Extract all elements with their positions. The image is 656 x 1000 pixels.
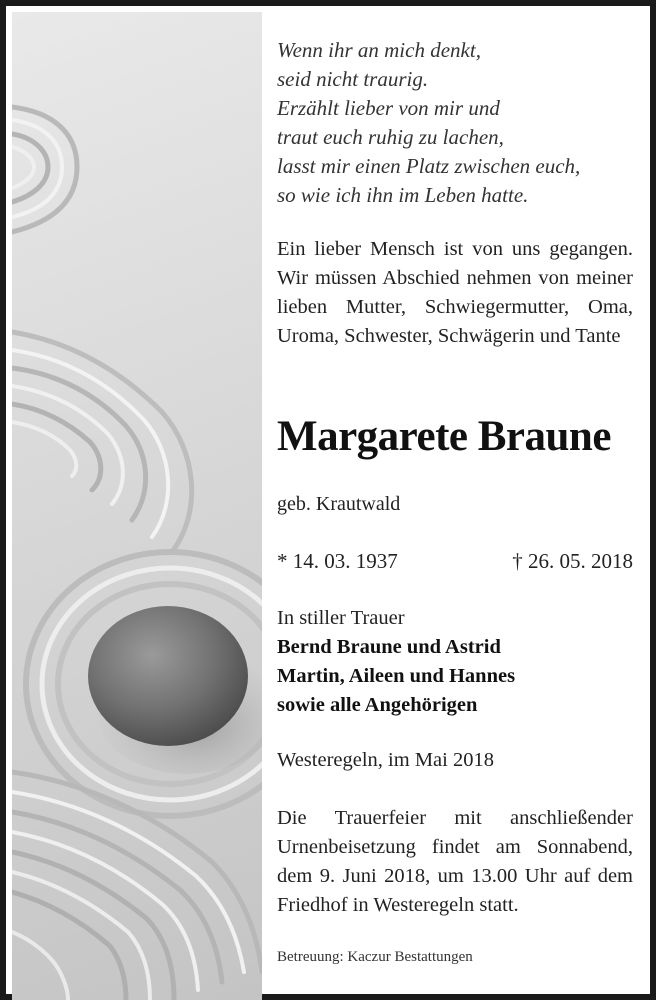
stone-icon: [88, 606, 248, 746]
poem-line: so wie ich ihn im Leben hatte.: [277, 183, 529, 207]
service-info: Die Trauerfeier mit anschließender Urnenbeisetzung findet am Sonnabend, dem 9. Juni 2018, um 13.00 Uhr auf dem Friedhof in Westeregeln statt.: [277, 807, 633, 916]
place-date: Westeregeln, im Mai 2018: [277, 749, 494, 771]
intro-paragraph: Ein lieber Mensch ist von uns gegangen. Wir müssen Abschied nehmen von meiner lieben Mutter, Schwiegermutter, Oma, Uroma, Schwester, Schwägerin und Tante: [277, 238, 633, 347]
sand-ripples: [12, 107, 262, 1000]
poem: [277, 36, 633, 210]
mourners: [277, 604, 633, 720]
poem-line: Erzählt lieber von mir und: [277, 96, 500, 120]
undertaker-credit: Betreuung: Kaczur Bestattungen: [277, 949, 473, 965]
mourners-heading: In stiller Trauer: [277, 607, 405, 629]
deceased-name: Margarete Braune: [277, 413, 611, 460]
poem-line: lasst mir einen Platz zwischen euch,: [277, 154, 581, 178]
life-dates: [277, 546, 633, 576]
death-date: † 26. 05. 2018: [512, 549, 633, 573]
poem-line: Wenn ihr an mich denkt,: [277, 38, 481, 62]
poem-line: seid nicht traurig.: [277, 67, 429, 91]
zen-garden-photo: [12, 12, 262, 1000]
mourner-line: Martin, Aileen und Hannes: [277, 665, 516, 687]
mourner-line: sowie alle Angehörigen: [277, 694, 478, 716]
poem-line: traut euch ruhig zu lachen,: [277, 125, 504, 149]
mourner-line: Bernd Braune und Astrid: [277, 636, 501, 658]
maiden-name: geb. Krautwald: [277, 493, 401, 515]
birth-date: * 14. 03. 1937: [277, 549, 398, 573]
